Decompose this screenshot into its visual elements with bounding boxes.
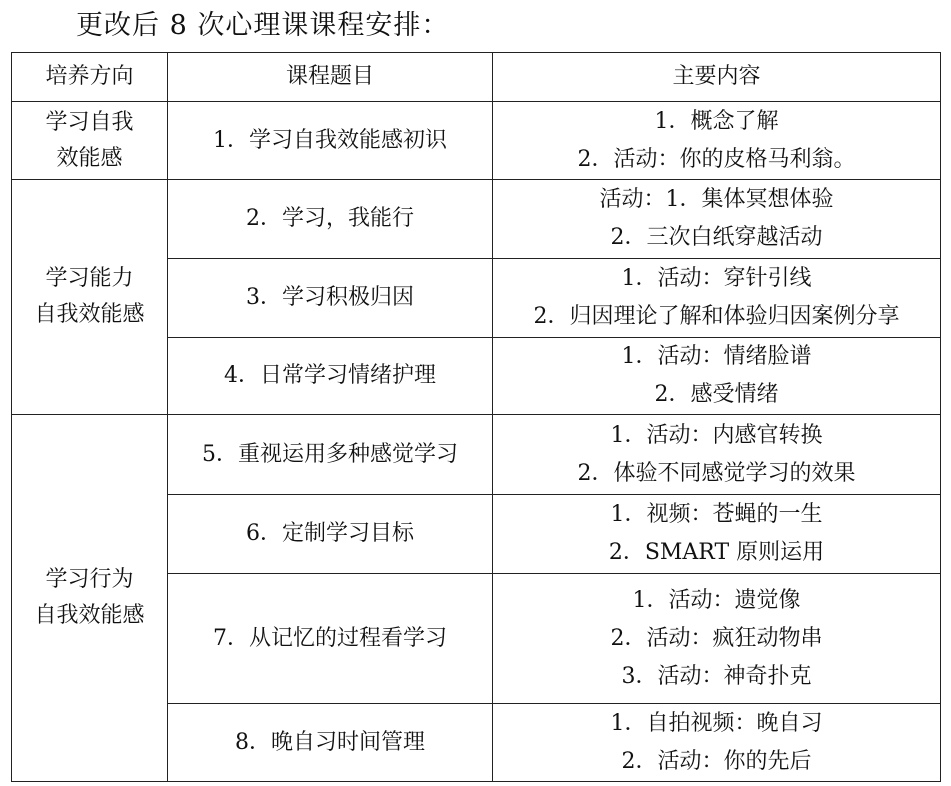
content-line: 2．三次白纸穿越活动 (610, 225, 823, 250)
topic-cell: 4．日常学习情绪护理 (168, 338, 493, 415)
course-schedule-table (11, 52, 941, 782)
content-line: 1．视频：苍蝇的一生 (610, 502, 823, 527)
content-line: 2．感受情绪 (654, 382, 779, 407)
header-direction: 培养方向 (12, 53, 168, 102)
content-line: 2．归因理论了解和体验归因案例分享 (533, 304, 900, 329)
content-line: 3．活动：神奇扑克 (621, 663, 812, 689)
content-line: 2．体验不同感觉学习的效果 (577, 460, 856, 486)
table-row (12, 180, 941, 259)
category-line: 效能感 (56, 145, 123, 171)
category-line: 自我效能感 (34, 302, 145, 327)
topic-cell: 5．重视运用多种感觉学习 (168, 415, 493, 495)
content-cell (493, 574, 941, 704)
category-cell (12, 102, 168, 180)
topic-cell: 7．从记忆的过程看学习 (168, 574, 493, 704)
topic-cell: 6．定制学习目标 (168, 495, 493, 574)
content-line: 1．活动：穿针引线 (621, 266, 812, 291)
content-cell (493, 102, 941, 180)
category-cell (12, 415, 168, 782)
content-line: 1．活动：情绪脸谱 (621, 344, 812, 369)
content-line: 2．活动：你的皮格马利翁。 (577, 146, 856, 172)
content-cell (493, 338, 941, 415)
content-line: 1．概念了解 (654, 108, 779, 134)
category-cell (12, 180, 168, 415)
topic-cell: 8．晚自习时间管理 (168, 704, 493, 782)
content-line: 1．活动：遗觉像 (632, 587, 801, 613)
content-line: 2．活动：你的先后 (621, 748, 812, 774)
table-row (12, 415, 941, 495)
content-cell (493, 180, 941, 259)
content-line: 1．自拍视频：晚自习 (610, 710, 823, 736)
table-header-row (12, 53, 941, 102)
content-cell (493, 415, 941, 495)
content-cell (493, 704, 941, 782)
content-line: 2．活动：疯狂动物串 (610, 625, 823, 651)
table-row (12, 102, 941, 180)
header-topic: 课程题目 (168, 53, 493, 102)
content-line: 2．SMART 原则运用 (608, 540, 825, 565)
topic-cell: 3．学习积极归因 (168, 259, 493, 338)
content-line: 活动：1．集体冥想体验 (599, 187, 834, 212)
category-line: 自我效能感 (34, 603, 145, 628)
category-line: 学习行为 (45, 567, 134, 592)
category-line: 学习能力 (45, 266, 134, 291)
page-title: 更改后 8 次心理课课程安排： (76, 10, 450, 41)
header-content: 主要内容 (493, 53, 941, 102)
topic-cell: 1．学习自我效能感初识 (168, 102, 493, 180)
category-line: 学习自我 (45, 109, 134, 135)
content-cell (493, 259, 941, 338)
topic-cell: 2．学习，我能行 (168, 180, 493, 259)
content-cell (493, 495, 941, 574)
content-line: 1．活动：内感官转换 (610, 422, 823, 448)
